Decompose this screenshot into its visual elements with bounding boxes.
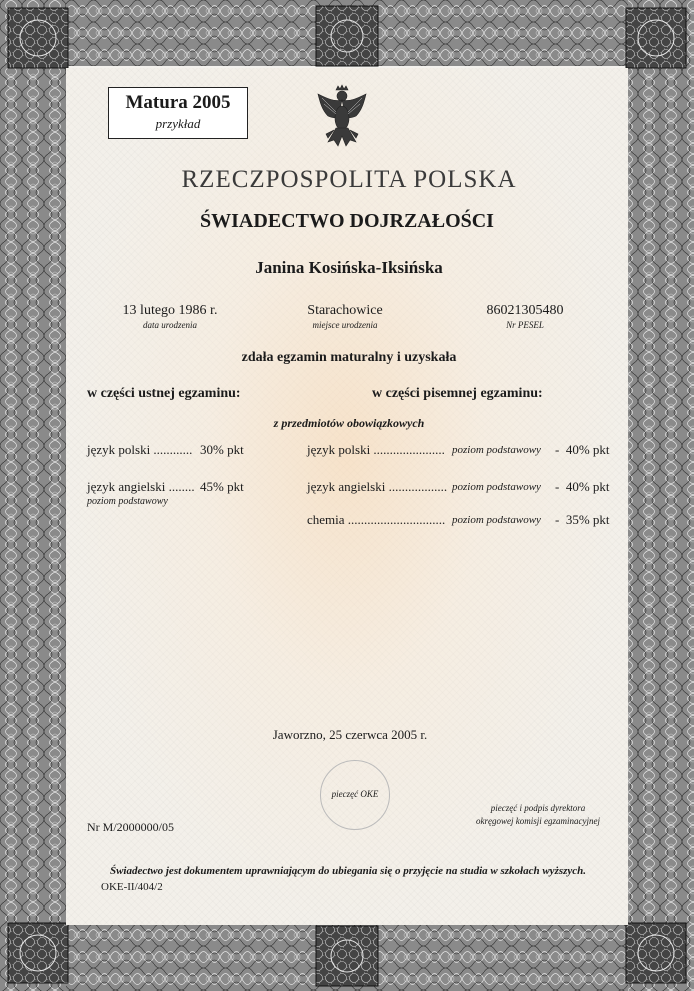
written-level: poziom podstawowy	[452, 514, 541, 526]
footer-note: Świadectwo jest dokumentem uprawniającym do ubiegania się o przyjęcie na studia w szkołach wyższych.	[109, 865, 587, 877]
birth-place: Starachowice	[307, 303, 383, 318]
written-level: poziom podstawowy	[452, 481, 541, 493]
pesel-label: Nr PESEL	[506, 320, 544, 330]
oral-subject: język angielski ........	[87, 479, 195, 494]
written-subject: chemia ..............................	[307, 512, 446, 527]
form-code: OKE-II/404/2	[101, 881, 163, 893]
eagle-emblem-icon	[314, 84, 370, 156]
oral-score: 45% pkt	[200, 479, 244, 494]
statement: zdała egzamin maturalny i uzyskała	[241, 350, 457, 365]
signature-line1: pieczęć i podpis dyrektora	[490, 803, 586, 813]
certificate-number: Nr M/2000000/05	[87, 820, 174, 834]
document-title: ŚWIADECTWO DOJRZAŁOŚCI	[200, 210, 494, 232]
birth-place-label: miejsce urodzenia	[312, 320, 378, 330]
written-subject: język polski ......................	[307, 442, 445, 457]
seal-label: pieczęć OKE	[331, 789, 379, 799]
birth-date-label: data urodzenia	[143, 320, 197, 330]
written-score: - 40% pkt	[555, 479, 610, 494]
mandatory-label: z przedmiotów obowiązkowych	[273, 416, 425, 430]
written-score: - 35% pkt	[555, 512, 610, 527]
birth-date: 13 lutego 1986 r.	[122, 303, 218, 318]
pesel: 86021305480	[486, 303, 564, 318]
written-level: poziom podstawowy	[452, 444, 541, 456]
oral-score: 30% pkt	[200, 442, 244, 457]
stamp-subtitle: przykład	[155, 116, 201, 131]
country-name: RZECZPOSPOLITA POLSKA	[181, 166, 517, 193]
holder-name: Janina Kosińska-Iksińska	[255, 258, 443, 277]
stamp-title: Matura 2005	[125, 92, 231, 113]
written-subject: język angielski ..................	[307, 479, 448, 494]
signature-line2: okręgowej komisji egzaminacyjnej	[476, 816, 600, 826]
oral-heading: w części ustnej egzaminu:	[87, 386, 241, 401]
oral-level: poziom podstawowy	[87, 496, 168, 507]
place-date: Jaworzno, 25 czerwca 2005 r.	[272, 727, 428, 742]
written-score: - 40% pkt	[555, 442, 610, 457]
written-heading: w części pisemnej egzaminu:	[372, 386, 543, 401]
oral-subject: język polski ............	[87, 442, 193, 457]
